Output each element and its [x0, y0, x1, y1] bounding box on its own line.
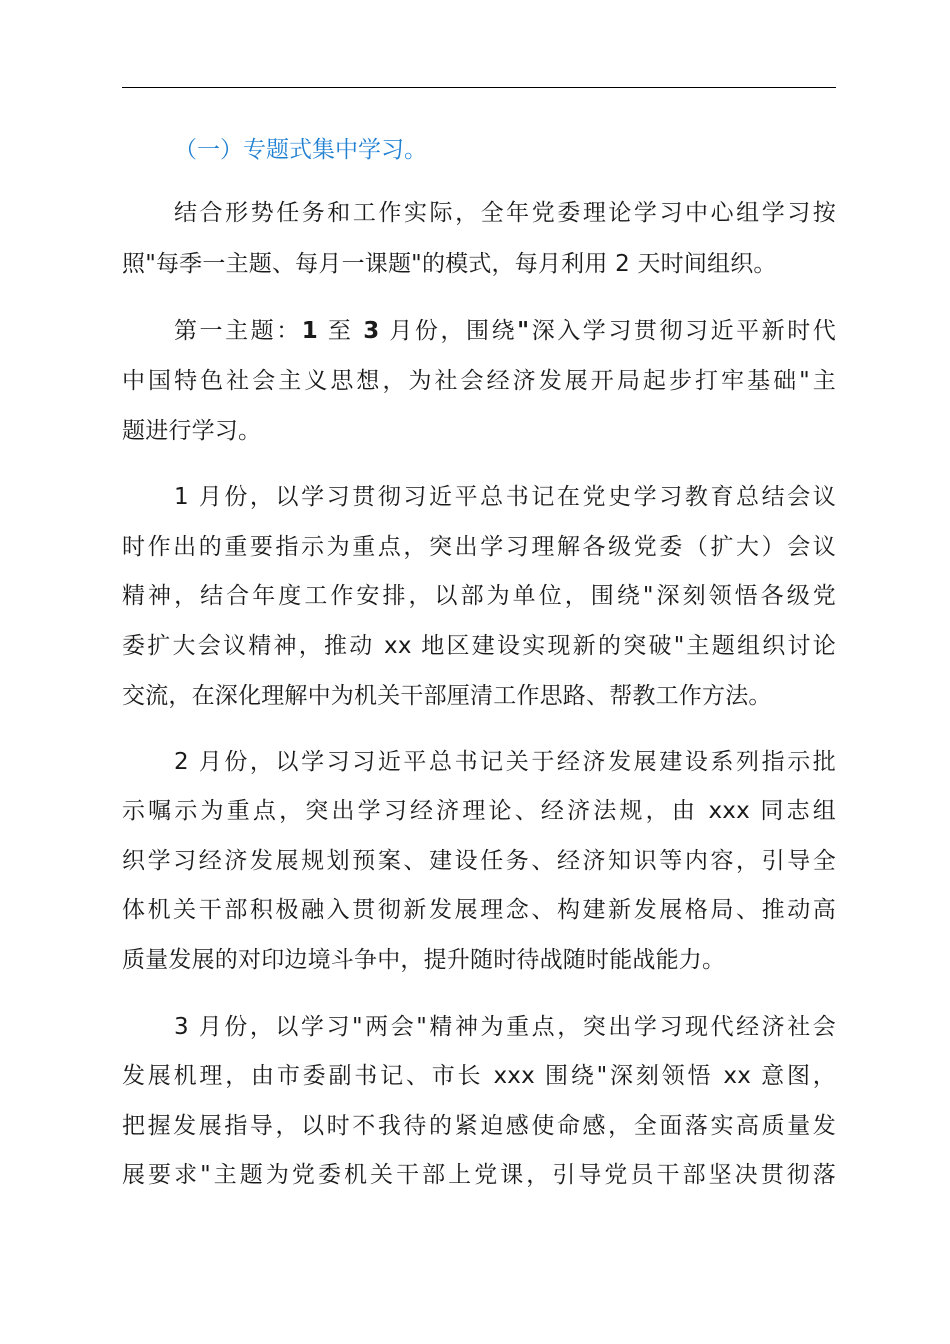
- range-separator: 至: [318, 318, 364, 344]
- section-heading: （一）专题式集中学习。: [174, 137, 427, 163]
- paragraph-2-line-1: [174, 314, 836, 348]
- paragraph-4-line-3: 织学习经济发展规划预案、建设任务、经济知识等内容，引导全: [122, 848, 836, 874]
- paragraph-3-line-2: 时作出的重要指示为重点，突出学习理解各级党委（扩大）会议: [122, 534, 836, 560]
- paragraph-3-line-5: 交流，在深化理解中为机关干部厘清工作思路、帮教工作方法。: [122, 683, 772, 709]
- paragraph-5-line-4: 展要求"主题为党委机关干部上党课，引导党员干部坚决贯彻落: [122, 1162, 836, 1188]
- paragraph-4-line-4: 体机关干部积极融入贯彻新发展理念、构建新发展格局、推动高: [122, 897, 836, 923]
- paragraph-4-line-1: 2 月份，以学习习近平总书记关于经济发展建设系列指示批: [174, 749, 836, 775]
- header-rule: [122, 87, 836, 88]
- paragraph-5-line-2: 发展机理，由市委副书记、市长 xxx 围绕"深刻领悟 xx 意图，: [122, 1063, 836, 1089]
- paragraph-3-line-3: 精神，结合年度工作安排，以部为单位，围绕"深刻领悟各级党: [122, 583, 836, 609]
- paragraph-2-line-2: 中国特色社会主义思想，为社会经济发展开局起步打牢基础"主: [122, 368, 836, 394]
- paragraph-3-line-1: 1 月份，以学习贯彻习近平总书记在党史学习教育总结会议: [174, 484, 836, 510]
- paragraph-1-line-1: 结合形势任务和工作实际，全年党委理论学习中心组学习按: [174, 200, 836, 226]
- paragraph-5-line-3: 把握发展指导，以时不我待的紧迫感使命感，全面落实高质量发: [122, 1113, 836, 1139]
- open-quote: ": [517, 318, 530, 344]
- paragraph-4-line-2: 示嘱示为重点，突出学习经济理论、经济法规，由 xxx 同志组: [122, 798, 836, 824]
- theme-intro: 月份，围绕: [379, 318, 518, 344]
- paragraph-4-line-5: 质量发展的对印边境斗争中，提升随时待战随时能战能力。: [122, 947, 726, 973]
- theme-label: 第一主题：: [174, 318, 302, 344]
- theme-title-start: 深入学习贯彻习近平新时代: [529, 318, 836, 344]
- paragraph-1-line-2: 照"每季一主题、每月一课题"的模式，每月利用 2 天时间组织。: [122, 251, 777, 277]
- paragraph-2-line-3: 题进行学习。: [122, 418, 262, 444]
- paragraph-3-line-4: 委扩大会议精神，推动 xx 地区建设实现新的突破"主题组织讨论: [122, 633, 836, 659]
- month-end: 3: [363, 318, 380, 344]
- paragraph-5-line-1: 3 月份，以学习"两会"精神为重点，突出学习现代经济社会: [174, 1014, 836, 1040]
- month-start: 1: [301, 318, 318, 344]
